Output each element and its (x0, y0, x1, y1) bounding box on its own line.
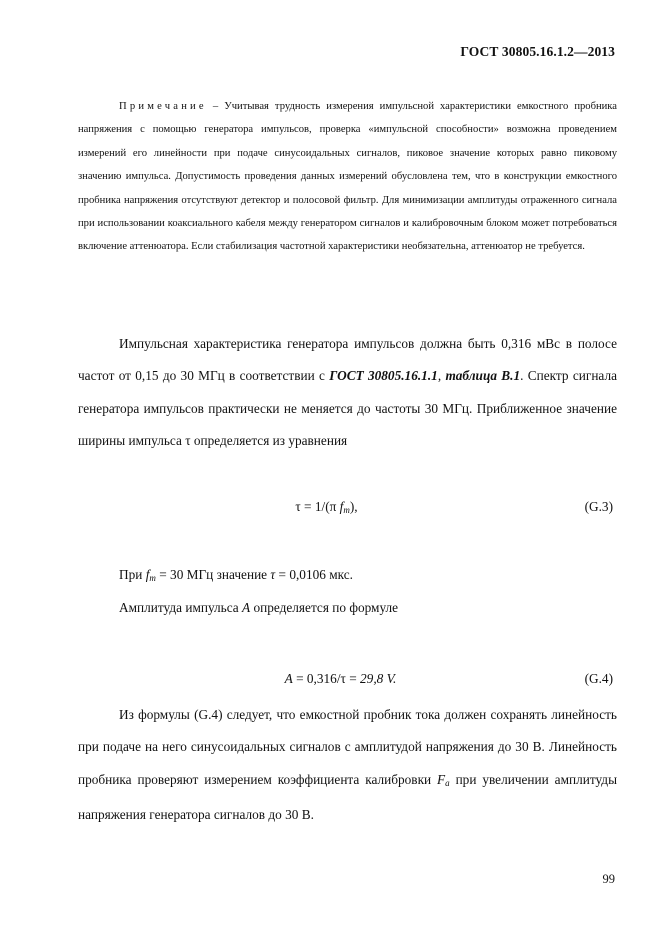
formula-g3-rhs: ), (349, 499, 358, 514)
para2-text-b: = 30 МГц значение (155, 567, 271, 582)
para1-text-a: Импульсная характеристика генератора импульсов должна быть 0,316 мВс в полосе частот от 0,15 до 30 МГц в соответствии с (78, 336, 617, 384)
note-lead: Примечание (119, 101, 207, 112)
para3-text-a: Амплитуда импульса (119, 600, 243, 615)
para3-var: A (242, 600, 251, 615)
page-number: 99 (602, 872, 615, 886)
formula-g3-var: f (339, 499, 344, 514)
note-paragraph (78, 95, 617, 259)
formula-g4-expression (64, 671, 617, 687)
formula-g4-rhs: = 0,316/τ = (292, 671, 361, 686)
formula-g3-sub: m (343, 505, 350, 515)
formula-g4-val: 29,8 V. (360, 671, 397, 686)
paragraph-amplitude-intro (78, 592, 617, 624)
para2-var: f (145, 567, 150, 582)
note-text: Учитывая трудность измерения импульсной характеристики емкостного пробника напряжения с помощью генератора импульсов, проверка «импульсной способности» возможна проведением измерений его линейности при подаче синусоидальных сигналов, пиковое значение которых равно пиковому значению импульса. Допустимость проведения данных измерений обусловлена тем, что в конструкции емкостного пробника напряжения отсутствуют детектор и полосовой фильтр. Для минимизации амплитуды отраженного сигнала при использовании коаксиального кабеля между генератором сигналов и калибровочным блоком может потребоваться включение аттенюатора. Если стабилизация частотной характеристики необязательна, аттенюатор не требуется. (78, 101, 618, 253)
para2-text-a: При (119, 567, 146, 582)
standard-reference: ГОСТ 30805.16.1.1 (329, 368, 438, 384)
paragraph-linearity (78, 699, 617, 832)
formula-g4 (78, 671, 617, 695)
para1-text-b: . Спектр сигнала генератора импульсов практически не меняется до частоты 30 МГц. Приближенное значение ширины импульса τ определяется из уравнения (78, 368, 617, 449)
para4-var: F (437, 771, 446, 787)
para4-sub: a (445, 777, 450, 788)
formula-g3-expression (36, 499, 617, 515)
para2-text-c: = 0,0106 мкс. (275, 567, 353, 582)
note-dash: – (206, 101, 225, 112)
equation-number: (G.3) (584, 499, 613, 514)
formula-g4-var: A (284, 671, 293, 686)
para1-separator: , (437, 368, 446, 384)
para2-sub: m (149, 573, 156, 583)
para2-tau: τ (270, 567, 276, 582)
para4-text-b: при увеличении амплитуды напряжения генератора сигналов до 30 В. (78, 771, 617, 823)
table-reference: таблица В.1 (445, 368, 521, 384)
formula-g3-lhs: τ = 1/(π (295, 499, 340, 514)
para4-text-a: Из формулы (G.4) следует, что емкостной пробник тока должен сохранять линейность при подаче на него синусоидальных сигналов с амплитудой напряжения до 30 В. Линейность пробника проверяют измерением коэффициента калибровки (78, 707, 617, 787)
note-block (78, 95, 617, 259)
paragraph-impulse-response (78, 328, 617, 458)
paragraph-pulse-width (78, 559, 617, 594)
para3-text-b: определяется по формуле (250, 600, 399, 615)
page-header: ГОСТ 30805.16.1.2—2013 (460, 44, 615, 59)
equation-number: (G.4) (584, 671, 613, 686)
formula-g3 (78, 499, 617, 523)
